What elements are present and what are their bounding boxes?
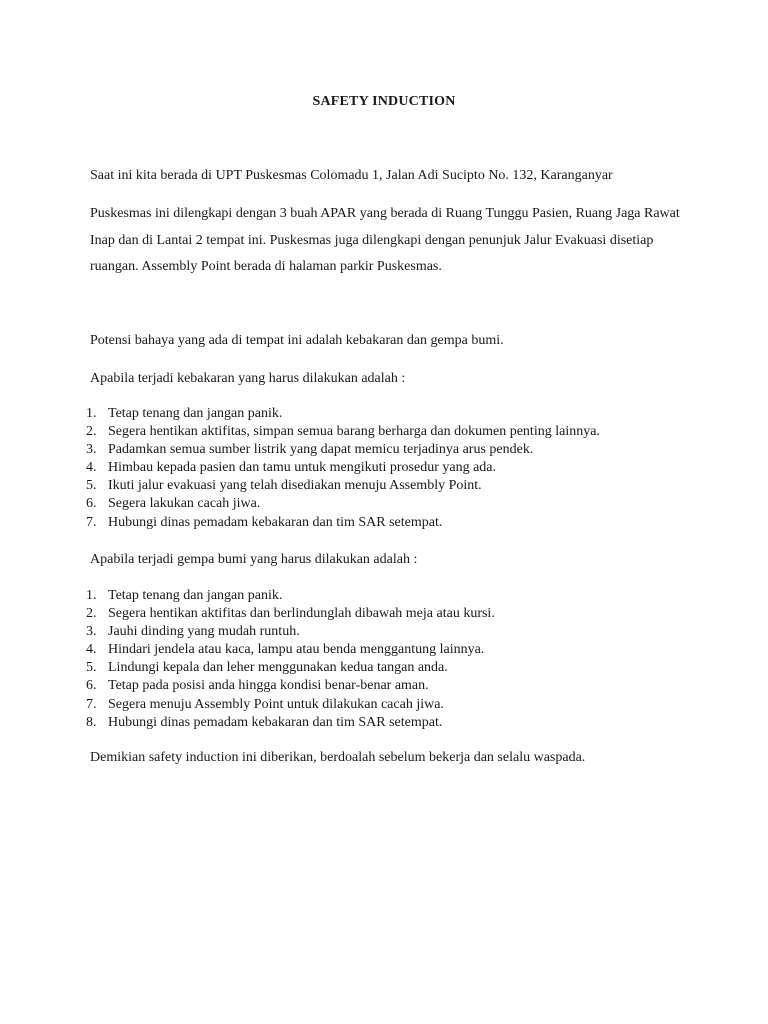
list-item [0, 495, 768, 513]
list-text: Hubungi dinas pemadam kebakaran dan tim SAR setempat. [108, 714, 443, 730]
list-text: Himbau kepada pasien dan tamu untuk mengikuti prosedur yang ada. [108, 460, 497, 476]
list-text: Segera lakukan cacah jiwa. [108, 496, 261, 512]
list-number: 1. [86, 588, 97, 603]
list-item [0, 459, 768, 477]
list-number: 3. [86, 624, 97, 640]
list-item [0, 714, 768, 732]
list-text: Hindari jendela atau kaca, lampu atau benda menggantung lainnya. [108, 642, 485, 658]
list-number: 6. [86, 496, 97, 512]
list-item [0, 623, 768, 641]
list-text: Padamkan semua sumber listrik yang dapat memicu terjadinya arus pendek. [108, 442, 534, 458]
list-number: 2. [86, 606, 97, 622]
list-number: 4. [86, 460, 97, 476]
list-item [0, 587, 768, 605]
list-item [0, 605, 768, 623]
list-item [0, 405, 768, 423]
location-paragraph: Saat ini kita berada di UPT Puskesmas Colomadu 1, Jalan Adi Sucipto No. 132, Karanganyar [90, 168, 613, 183]
list-text: Lindungi kepala dan leher menggunakan kedua tangan anda. [108, 660, 448, 676]
earthquake-procedure-list [0, 587, 768, 732]
list-item [0, 477, 768, 495]
list-number: 7. [86, 514, 97, 530]
list-item [0, 659, 768, 677]
list-number: 1. [86, 406, 97, 421]
list-number: 2. [86, 424, 97, 440]
list-text: Tetap tenang dan jangan panik. [108, 406, 283, 421]
list-number: 8. [86, 714, 97, 730]
fire-procedure-list [0, 405, 768, 532]
list-text: Hubungi dinas pemadam kebakaran dan tim SAR setempat. [108, 514, 443, 530]
list-number: 3. [86, 442, 97, 458]
list-number: 5. [86, 660, 97, 676]
list-item [0, 514, 768, 532]
list-text: Segera hentikan aktifitas, simpan semua barang berharga dan dokumen penting lainnya. [108, 424, 600, 440]
list-number: 7. [86, 696, 97, 712]
list-item [0, 696, 768, 714]
list-number: 6. [86, 678, 97, 694]
list-text: Segera hentikan aktifitas dan berlindunglah dibawah meja atau kursi. [108, 606, 495, 622]
hazard-potential-paragraph: Potensi bahaya yang ada di tempat ini adalah kebakaran dan gempa bumi. [90, 333, 504, 348]
list-item [0, 423, 768, 441]
list-item [0, 677, 768, 695]
list-text: Jauhi dinding yang mudah runtuh. [108, 624, 300, 640]
list-number: 5. [86, 478, 97, 494]
closing-paragraph: Demikian safety induction ini diberikan, berdoalah sebelum bekerja dan selalu waspada. [90, 750, 586, 765]
apar-paragraph: Puskesmas ini dilengkapi dengan 3 buah APAR yang berada di Ruang Tunggu Pasien, Ruang Jaga Rawat Inap dan di Lantai 2 tempat ini. Puskesmas juga dilengkapi dengan penunjuk Jalur Evakuasi disetiap ruangan. Assembly Point berada di halaman parkir Puskesmas. [90, 206, 680, 274]
fire-procedure-intro: Apabila terjadi kebakaran yang harus dilakukan adalah : [90, 371, 406, 386]
list-item [0, 641, 768, 659]
list-item [0, 441, 768, 459]
list-text: Tetap tenang dan jangan panik. [108, 588, 283, 603]
list-text: Ikuti jalur evakuasi yang telah disediakan menuju Assembly Point. [108, 478, 482, 494]
list-text: Segera menuju Assembly Point untuk dilakukan cacah jiwa. [108, 696, 444, 712]
list-number: 4. [86, 642, 97, 658]
earthquake-procedure-intro: Apabila terjadi gempa bumi yang harus dilakukan adalah : [90, 552, 418, 567]
list-text: Tetap pada posisi anda hingga kondisi benar-benar aman. [108, 678, 429, 694]
document-title: SAFETY INDUCTION [312, 94, 456, 109]
